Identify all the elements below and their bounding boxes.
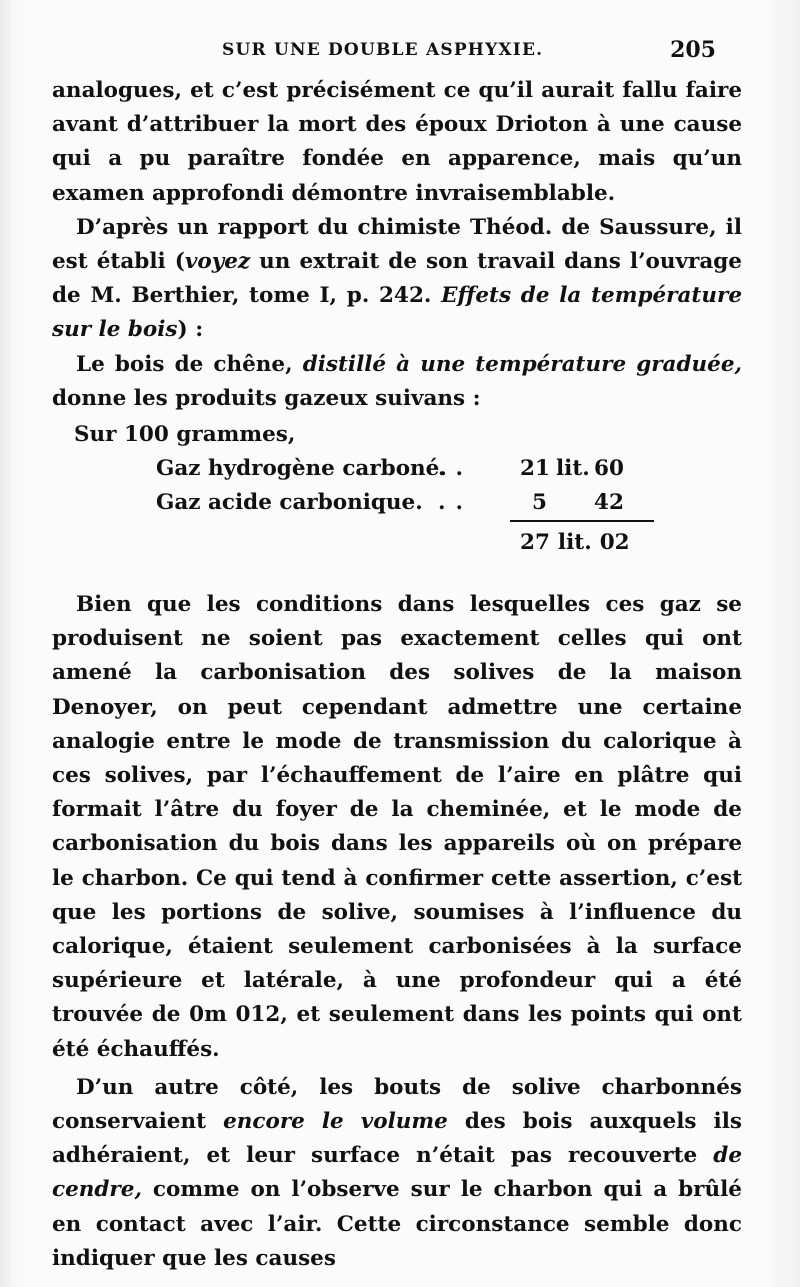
running-title: SUR UNE DOUBLE ASPHYXIE. [222,40,544,60]
text-run: Le bois de chêne, [76,351,303,377]
total-decimal: 02 [599,530,630,556]
paragraph-saussure [52,211,742,348]
page-body [52,74,742,1276]
leader-dots: .. [438,490,473,516]
table-total [520,526,638,560]
paragraph-chene [52,348,742,416]
text-run: ) : [177,317,204,343]
text-run: donne les produits gazeux suivans : [52,385,481,411]
row-value: 5 [532,490,547,516]
italic-run: voyez [184,249,251,275]
gas-yield-table [52,418,742,588]
text-run: comme on l’observe sur le charbon qui a brûlé en contact avec l’air. Cette circonstance semble donc indiquer que les causes [52,1177,742,1271]
page-number: 205 [670,37,716,63]
text-run: D’un autre côté, les bouts de solive charbonnés conservaient [52,1074,742,1135]
running-header [222,38,716,68]
table-intro: Sur 100 grammes, [74,422,296,448]
sum-rule [510,520,654,522]
row-label: Gaz hydrogène carboné. [156,456,447,482]
paragraph-solive [52,1071,742,1276]
total-unit: lit. [557,530,592,556]
row-decimal: 42 [594,490,624,516]
paragraph-conditions: Bien que les conditions dans lesquelles ces gaz se produisent ne soient pas exactement celles qui ont amené la carbonisation des solives de la maison Denoyer, on peut cependant admettre une certaine analogie entre le mode de transmission du calorique à ces solives, par l’échauffement de l’aire en plâtre qui formait l’âtre du foyer de la cheminée, et le mode de carbonisation du bois dans les appareils où on prépare le charbon. Ce qui tend à confirmer cette assertion, c’est que les portions de solive, soumises à l’influence du calorique, étaient seulement carbonisées à la surface supérieure et latérale, à une profondeur qui a été trouvée de 0m 012, et seulement dans les points qui ont été échauffés. [52,592,742,1062]
row-value: 21 [520,456,550,482]
table-row [156,486,636,520]
row-unit: lit. [556,456,590,482]
row-decimal: 60 [594,456,624,482]
italic-run: distillé à une température graduée, [302,351,742,377]
paragraph-continuation: analogues, et c’est précisément ce qu’il aurait fallu faire avant d’attribuer la mort des époux Drioton à une cause qui a pu paraître fondée en apparence, mais qu’un examen approfondi démontre invraisemblable. [52,78,742,206]
text-run: D’après un rapport du chimiste Théod. de Saussure, il est établi ( [52,214,742,275]
leader-dots: .. [438,456,473,482]
italic-run: encore le volume [223,1109,448,1135]
row-label: Gaz acide carbonique. [156,490,423,516]
italic-run: de cendre, [52,1143,742,1203]
text-run: un extrait de son travail dans l’ouvrage de M. Berthier, tome I, p. 242. [52,249,742,309]
text-run: des bois auxquels ils adhéraient, et leur surface n’était pas recouverte [52,1109,742,1169]
total-value: 27 [520,530,550,556]
italic-run: Effets de la température sur le bois [52,283,742,343]
table-row [156,452,636,486]
